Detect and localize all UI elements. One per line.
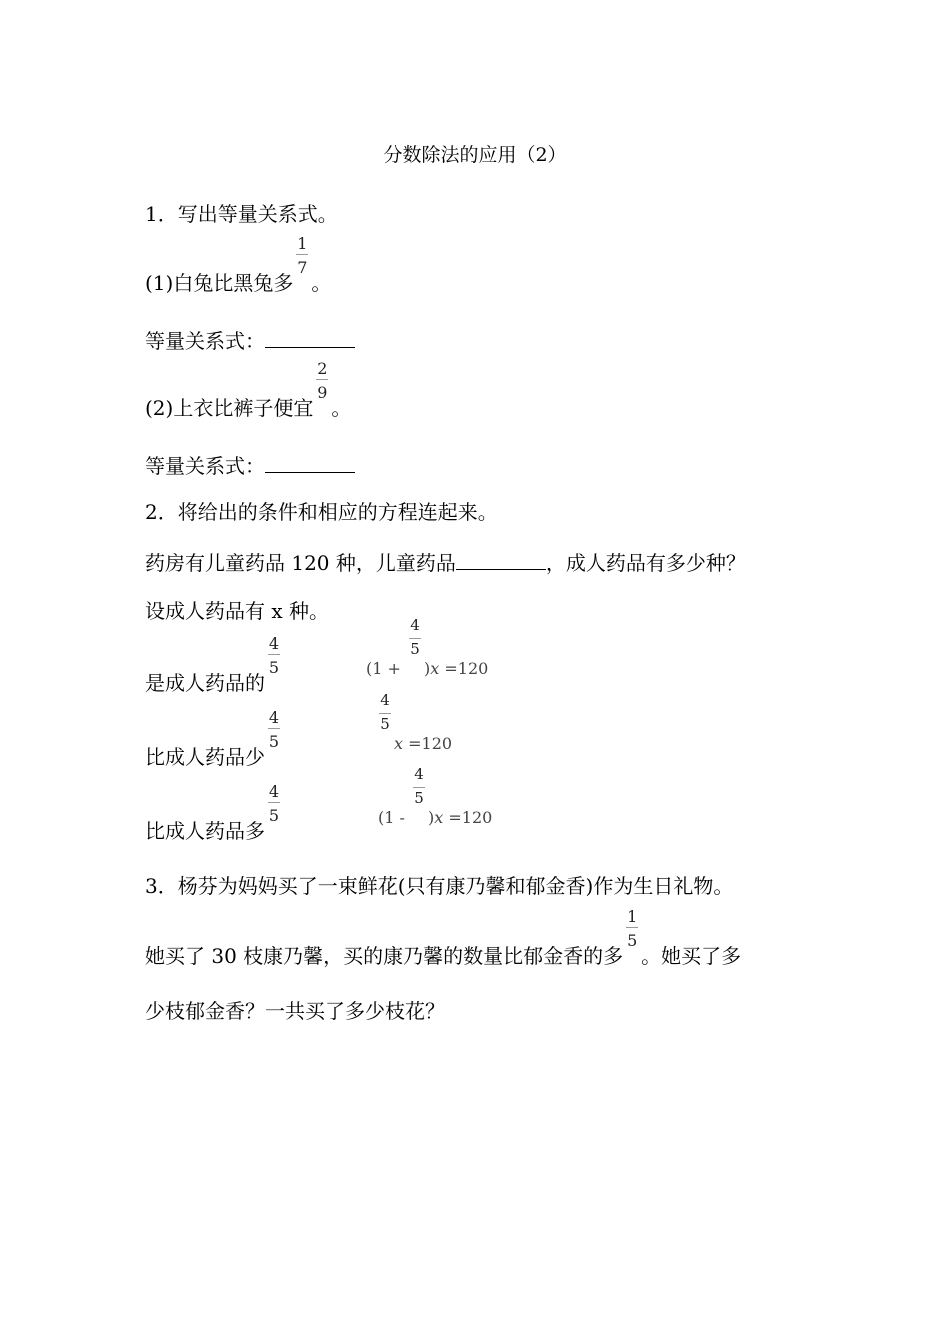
fraction-numerator: 4 (414, 765, 424, 783)
q1-relation-1 (145, 327, 355, 353)
fraction-denominator: 5 (268, 658, 280, 677)
fraction-numerator: 2 (317, 359, 328, 378)
fraction (313, 359, 331, 415)
fraction-bar (268, 654, 280, 655)
fraction-numerator: 4 (268, 708, 280, 727)
equation-variable: x (434, 808, 444, 827)
q1-item1-text: (1)白兔比黑兔多 (145, 271, 294, 295)
fraction-bar (296, 254, 308, 255)
q1-item2-end: 。 (331, 396, 352, 420)
condition-item[interactable] (145, 634, 283, 695)
fraction (293, 234, 311, 290)
answer-blank[interactable] (265, 327, 355, 348)
equation-item[interactable] (376, 691, 453, 753)
equation-prefix: (1 - (378, 808, 410, 827)
fraction (265, 634, 283, 690)
fraction-denominator: 5 (627, 931, 638, 950)
q3-line2-part2: 。她买了多 (641, 944, 742, 968)
fraction (376, 691, 394, 749)
q2-heading: 2．将给出的条件和相应的方程连起来。 (145, 500, 498, 524)
q3-heading: 3．杨芬为妈妈买了一束鲜花(只有康乃馨和郁金香)作为生日礼物。 (145, 874, 734, 898)
fraction-bar (413, 787, 425, 788)
fraction (265, 708, 283, 764)
fraction-bar (379, 713, 391, 714)
answer-blank[interactable] (265, 452, 355, 473)
fraction-denominator: 5 (268, 732, 280, 751)
equation-item[interactable] (378, 765, 493, 827)
q2-stem-part1: 药房有儿童药品 120 种，儿童药品 (145, 551, 456, 575)
fraction-bar (409, 638, 421, 639)
fraction-denominator: 5 (380, 715, 390, 733)
q2-stem (145, 549, 746, 575)
fraction-numerator: 4 (410, 616, 420, 634)
equation-item[interactable] (366, 616, 489, 678)
q2-stem2: 设成人药品有 x 种。 (145, 599, 329, 623)
q3-line3: 少枝郁金香？一共买了多少枝花？ (145, 999, 445, 1023)
condition-text: 比成人药品多 (145, 819, 265, 843)
fraction-numerator: 4 (268, 634, 280, 653)
fraction-numerator: 4 (268, 782, 280, 801)
page-title: 分数除法的应用（2） (383, 144, 567, 166)
fraction-denominator: 5 (414, 789, 424, 807)
fraction (623, 907, 641, 963)
fraction-denominator: 9 (317, 383, 328, 402)
answer-blank[interactable] (456, 549, 546, 570)
relation-label: 等量关系式： (145, 329, 265, 353)
fraction (265, 782, 283, 838)
fraction-denominator: 5 (268, 806, 280, 825)
condition-item[interactable] (145, 782, 283, 843)
equation-rhs: =120 (439, 659, 489, 678)
fraction-numerator: 4 (380, 691, 390, 709)
equation-variable: x (430, 659, 440, 678)
q1-heading: 1．写出等量关系式。 (145, 202, 338, 226)
q1-item2 (145, 359, 352, 420)
q1-item1-end: 。 (311, 271, 332, 295)
q3-line2 (145, 907, 742, 968)
relation-label: 等量关系式： (145, 454, 265, 478)
fraction (406, 616, 424, 674)
equation-rhs: =120 (443, 808, 493, 827)
equation-close: ) (424, 659, 431, 678)
fraction-bar (316, 379, 328, 380)
fraction-numerator: 1 (627, 907, 638, 926)
fraction (410, 765, 428, 823)
equation-close: ) (428, 808, 435, 827)
fraction-bar (626, 927, 638, 928)
fraction-bar (268, 728, 280, 729)
condition-item[interactable] (145, 708, 283, 769)
fraction-bar (268, 802, 280, 803)
equation-prefix: (1 + (366, 659, 406, 678)
condition-text: 比成人药品少 (145, 745, 265, 769)
q1-relation-2 (145, 452, 355, 478)
equation-variable: x (394, 734, 404, 753)
q2-stem-part2: ，成人药品有多少种？ (545, 551, 746, 575)
fraction-numerator: 1 (297, 234, 308, 253)
q1-item1 (145, 234, 332, 295)
condition-text: 是成人药品的 (145, 671, 265, 695)
q3-line2-part1: 她买了 30 枝康乃馨，买的康乃馨的数量比郁金香的多 (145, 944, 624, 968)
q1-item2-text: (2)上衣比裤子便宜 (145, 396, 314, 420)
equation-rhs: =120 (403, 734, 453, 753)
fraction-denominator: 7 (297, 258, 308, 277)
fraction-denominator: 5 (410, 640, 420, 658)
